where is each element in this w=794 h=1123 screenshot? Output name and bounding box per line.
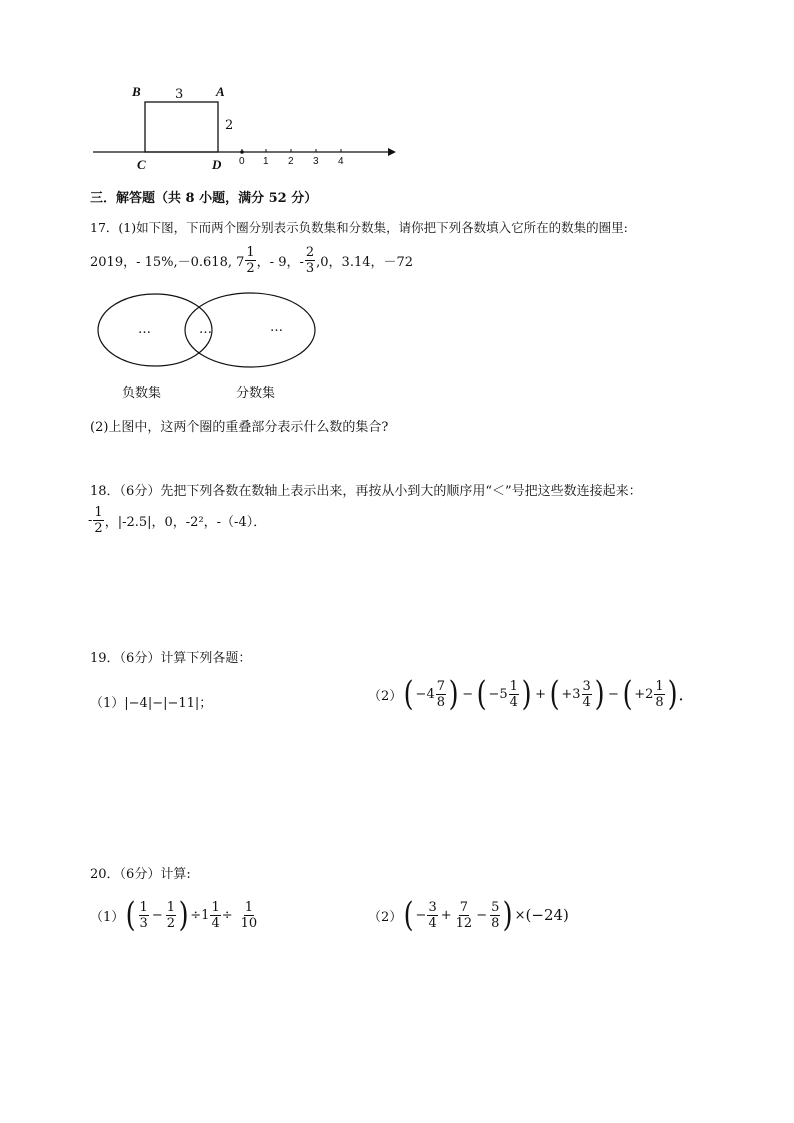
q18-fraction bbox=[93, 506, 103, 535]
label-b: B bbox=[132, 84, 141, 99]
q17-fraction bbox=[305, 246, 315, 275]
negative-set-label: 负数集 bbox=[122, 386, 162, 401]
q19-p2-label: （2） bbox=[368, 688, 403, 704]
q19-term3: +3 $\frac{3}{4}$ bbox=[561, 678, 591, 710]
tick-label-0: 0 bbox=[239, 156, 245, 167]
numerator: 2 bbox=[305, 245, 315, 260]
q19-term2: −5 $\frac{1}{4}$ bbox=[488, 678, 518, 710]
q18-prompt: 18．（6分）先把下列各数在数轴上表示出来，再按从小到大的顺序用“＜”号把这些数连接起来： bbox=[90, 484, 642, 499]
label-side-top: 3 bbox=[175, 87, 184, 102]
q17-numbers-c: ,0，3.14，－72 bbox=[316, 255, 414, 270]
q17-numbers-b: ，- 9，- bbox=[256, 255, 304, 270]
q17-numbers-a: 2019，- 15%,－0.618, 7 bbox=[90, 255, 245, 270]
denominator: 2 bbox=[246, 261, 255, 276]
q20-part2: （2） ( − $\frac{3}{4}$ + $\frac{7}{12}$ − $\frac{5}{8}$ ) × (−24) bbox=[368, 895, 569, 935]
q19-prompt: 19．（6分）计算下列各题： bbox=[90, 651, 252, 666]
q20-part1: （1） ( $\frac{1}{3}$ − $\frac{1}{2}$ ) ÷1 $\frac{1}{4}$ ÷ $\frac{1}{10}$ bbox=[90, 895, 258, 935]
q17-number-list bbox=[90, 246, 413, 275]
negative-set-circle bbox=[98, 294, 212, 366]
tick-label-4: 4 bbox=[338, 156, 344, 167]
denominator: 2 bbox=[94, 521, 103, 536]
venn-right-dots: … bbox=[270, 320, 283, 335]
q19-term4: +2 $\frac{1}{8}$ bbox=[634, 678, 664, 710]
q19-p1-label: （1） bbox=[90, 696, 125, 711]
q17-mixed-fraction bbox=[245, 246, 255, 275]
q20-prompt: 20．（6分）计算: bbox=[90, 867, 191, 882]
q20-p1-label: （1） bbox=[90, 909, 125, 925]
label-d: D bbox=[212, 157, 222, 172]
tick-label-3: 3 bbox=[313, 156, 319, 167]
q17-part2: (2)上图中，这两个圈的重叠部分表示什么数的集合? bbox=[90, 420, 389, 435]
axis-arrow-icon bbox=[388, 148, 396, 156]
q19-part2: （2） ( −4 $\frac{7}{8}$ ) − ( −5 $\frac{1}{4}$ ) + ( +3 $\frac{3}{4}$ ) − ( +2 $\frac{1}{8}$ ) ． bbox=[368, 674, 692, 714]
q18-numbers bbox=[88, 506, 266, 535]
venn-left-dots: … bbox=[138, 322, 151, 337]
label-side-right: 2 bbox=[225, 118, 234, 133]
label-c: C bbox=[137, 157, 146, 172]
numerator: 1 bbox=[246, 245, 255, 260]
denominator: 3 bbox=[305, 261, 315, 276]
fraction-set-label: 分数集 bbox=[236, 386, 276, 401]
q18-neg-sign: - bbox=[88, 513, 93, 528]
q20-p2-label: （2） bbox=[368, 909, 403, 925]
tick-label-1: 1 bbox=[263, 156, 269, 167]
rectangle-abcd bbox=[145, 102, 218, 152]
q19-p1-expr: |−4|−|−11|； bbox=[124, 696, 213, 711]
section-title: 三．解答题（共 8 小题，满分 52 分） bbox=[90, 191, 318, 206]
origin-point bbox=[240, 150, 244, 154]
numerator: 1 bbox=[94, 505, 103, 520]
q19-term1: −4 $\frac{7}{8}$ bbox=[415, 678, 445, 710]
q19-part1 bbox=[90, 692, 212, 711]
label-a: A bbox=[216, 84, 225, 99]
q17-prompt: 17．(1)如下图，下而两个圈分别表示负数集和分数集，请你把下列各数填入它所在的数集的圈里: bbox=[90, 220, 628, 235]
venn-middle-dots: … bbox=[199, 322, 212, 337]
q18-rest: ，|-2.5|，0，-2²，-（-4）． bbox=[104, 515, 267, 530]
tick-label-2: 2 bbox=[288, 156, 294, 167]
